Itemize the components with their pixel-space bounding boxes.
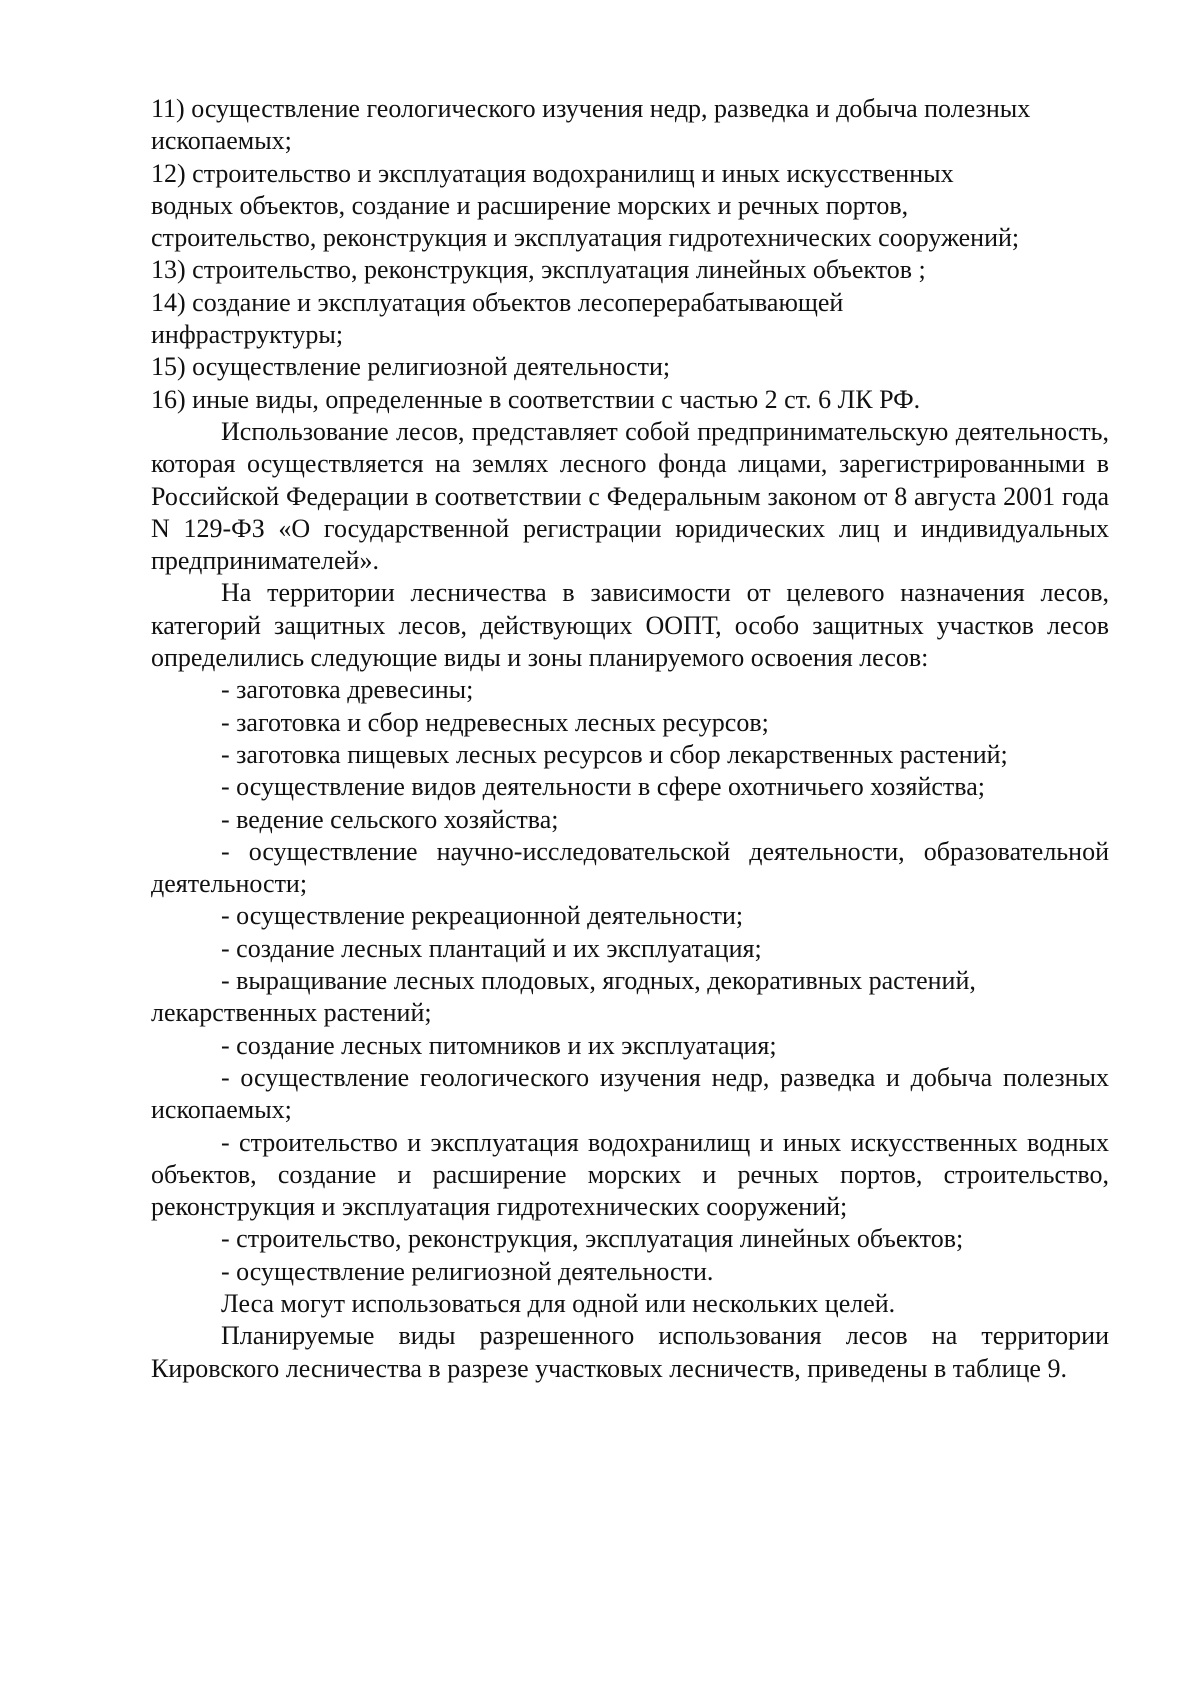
dash-item-timber: - заготовка древесины;: [221, 675, 474, 705]
dash-item-hunting: - осуществление видов деятельности в сфере охотничьего хозяйства;: [221, 772, 985, 802]
dash-item-research: - осуществление научно-исследовательской деятельности, образовательной деятельности;: [151, 836, 1109, 899]
numbered-item-13: 13) строительство, реконструкция, эксплуатация линейных объектов ;: [151, 255, 926, 285]
paragraph-usage: Использование лесов, представляет собой предпринимательскую деятельность, которая осуществляется на землях лесного фонда лицами, зарегистрированными в Российской Федерации в соответствии с Федеральным законом от 8 августа 2001 года N 129-ФЗ «О государственной регистрации юридических лиц и индивидуальных предпринимателей».: [151, 416, 1109, 576]
dash-item-non-timber: - заготовка и сбор недревесных лесных ресурсов;: [221, 707, 769, 737]
dash-item-agriculture: - ведение сельского хозяйства;: [221, 804, 559, 834]
dash-item-growing-plants: - выращивание лесных плодовых, ягодных, декоративных растений, лекарственных растений;: [151, 966, 976, 1028]
dash-item-food-resources: - заготовка пищевых лесных ресурсов и сбор лекарственных растений;: [221, 739, 1008, 769]
dash-item-linear-objects: - строительство, реконструкция, эксплуатация линейных объектов;: [221, 1224, 964, 1254]
dash-item-geology: - осуществление геологического изучения недр, разведка и добыча полезных ископаемых;: [151, 1062, 1109, 1125]
numbered-item-14-line-1: 14) создание и эксплуатация объектов лесоперерабатывающей: [151, 287, 844, 317]
document-page: [151, 93, 1109, 1385]
paragraph-territory: На территории лесничества в зависимости от целевого назначения лесов, категорий защитных лесов, действующих ООПТ, особо защитных участков лесов определились следующие виды и зоны планируемого освоения лесов:: [151, 578, 1109, 673]
numbered-item-11-line-2: ископаемых;: [151, 126, 292, 156]
numbered-item-15: 15) осуществление религиозной деятельности;: [151, 352, 671, 382]
paragraph-planned: Планируемые виды разрешенного использования лесов на территории Кировского лесничества в разрезе участковых лесничеств, приведены в таблице 9.: [151, 1321, 1109, 1383]
numbered-item-11-line-1: 11) осуществление геологического изучения недр, разведка и добыча полезных: [151, 94, 1031, 123]
numbered-item-12-line-1: 12) строительство и эксплуатация водохранилищ и иных искусственных: [151, 158, 954, 188]
dash-item-plantations: - создание лесных плантаций и их эксплуатация;: [221, 933, 762, 963]
dash-item-recreation: - осуществление рекреационной деятельности;: [221, 901, 744, 931]
dash-item-religious: - осуществление религиозной деятельности.: [221, 1256, 714, 1286]
numbered-item-12-line-3: строительство, реконструкция и эксплуатация гидротехнических сооружений;: [151, 223, 1020, 253]
numbered-item-12-line-2: водных объектов, создание и расширение морских и речных портов,: [151, 190, 909, 220]
numbered-item-14-line-2: инфраструктуры;: [151, 320, 344, 350]
dash-item-reservoirs: - строительство и эксплуатация водохранилищ и иных искусственных водных объектов, создание и расширение морских и речных портов, строительство, реконструкция и эксплуатация гидротехнических сооружений;: [151, 1127, 1109, 1222]
dash-item-nurseries: - создание лесных питомников и их эксплуатация;: [221, 1030, 777, 1060]
numbered-item-16: 16) иные виды, определенные в соответствии с частью 2 ст. 6 ЛК РФ.: [151, 384, 921, 414]
paragraph-purposes: Леса могут использоваться для одной или нескольких целей.: [221, 1288, 896, 1318]
